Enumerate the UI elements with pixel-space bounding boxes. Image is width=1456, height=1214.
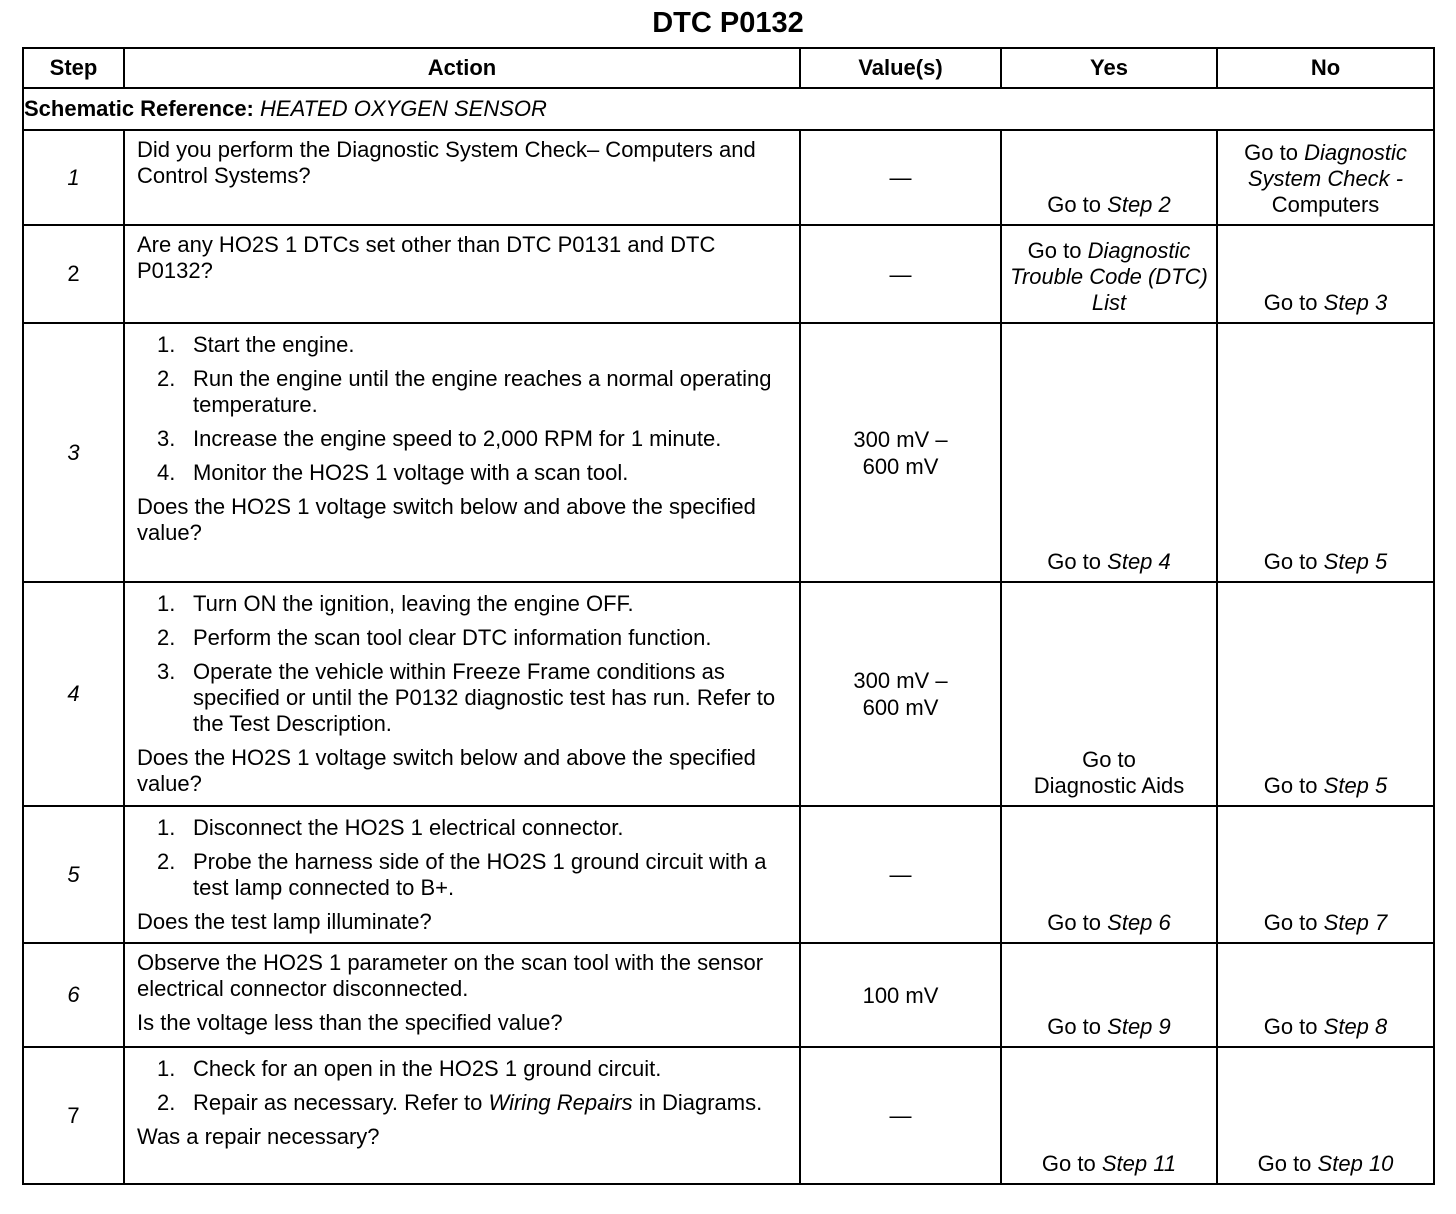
schematic-label: Schematic Reference: (24, 96, 254, 121)
action-question: Does the test lamp illuminate? (137, 909, 432, 934)
diagnostic-table (22, 47, 1435, 1185)
wiring-repairs-link[interactable]: Wiring Repairs (488, 1090, 633, 1115)
procedure-item: 2. Run the engine until the engine reaches a normal operating temperature. (157, 366, 772, 417)
procedure-item: 2. Probe the harness side of the HO2S 1 ground circuit with a test lamp connected to B+. (157, 849, 767, 900)
step-number: 1 (23, 130, 124, 225)
action-question: Is the voltage less than the specified value? (137, 1010, 563, 1035)
action-question: Does the HO2S 1 voltage switch below and above the specified value? (137, 745, 756, 796)
no-goto: Go to (1244, 140, 1298, 165)
header-values: Value(s) (800, 48, 1001, 88)
value-cell: 300 mV – 600 mV (800, 582, 1001, 806)
table-row-step-4 (23, 582, 1434, 806)
value-cell: — (800, 1047, 1001, 1184)
no-cell (1217, 225, 1434, 323)
procedure-list (137, 332, 785, 486)
yes-link-step-11[interactable]: Step 11 (1101, 1151, 1177, 1176)
action-statement: Observe the HO2S 1 parameter on the scan tool with the sensor electrical connector disconnected. (137, 950, 764, 1001)
no-cell (1217, 1047, 1434, 1184)
yes-link-step-4[interactable]: Step 4 (1107, 549, 1171, 574)
table-header-row (23, 48, 1434, 88)
table-row-step-5 (23, 806, 1434, 943)
value-cell: 100 mV (800, 943, 1001, 1047)
no-link-step-7[interactable]: Step 7 (1323, 910, 1388, 935)
header-no: No (1217, 48, 1434, 88)
procedure-list (137, 815, 785, 901)
action-cell (124, 582, 800, 806)
action-cell (124, 225, 800, 323)
no-link-diagnostic-system-check[interactable]: Diagnostic System Check - (1247, 140, 1407, 191)
yes-cell (1001, 225, 1217, 323)
procedure-item: 1. Turn ON the ignition, leaving the engine OFF. (157, 591, 634, 616)
no-goto: Go to (1263, 1014, 1318, 1039)
step-number: 6 (23, 943, 124, 1047)
no-goto: Go to (1263, 290, 1318, 315)
yes-goto: Go to (1047, 1014, 1102, 1039)
value-cell: 300 mV – 600 mV (800, 323, 1001, 582)
no-cell (1217, 323, 1434, 582)
yes-link-step-9[interactable]: Step 9 (1107, 1014, 1171, 1039)
yes-goto: Go to (1027, 238, 1082, 263)
yes-goto: Go to (1047, 549, 1102, 574)
action-question: Does the HO2S 1 voltage switch below and above the specified value? (137, 494, 756, 545)
no-goto: Go to (1263, 773, 1318, 798)
action-question: Did you perform the Diagnostic System Check– Computers and Control Systems? (137, 137, 756, 188)
action-question: Was a repair necessary? (137, 1124, 380, 1149)
schematic-value: HEATED OXYGEN SENSOR (260, 96, 547, 121)
yes-goto: Go to (1041, 1151, 1096, 1176)
no-link-step-5[interactable]: Step 5 (1323, 549, 1388, 574)
no-goto: Go to (1263, 549, 1318, 574)
no-link-step-10[interactable]: Step 10 (1317, 1151, 1394, 1176)
yes-link-dtc-list[interactable]: Diagnostic Trouble Code (DTC) List (1010, 238, 1208, 315)
step-number: 3 (23, 323, 124, 582)
yes-cell (1001, 582, 1217, 806)
header-yes: Yes (1001, 48, 1217, 88)
step-number: 2 (23, 225, 124, 323)
yes-goto: Go to (1047, 192, 1102, 217)
step-number: 5 (23, 806, 124, 943)
procedure-item: 3. Operate the vehicle within Freeze Frame conditions as specified or until the P0132 diagnostic test has run. Refer to the Test Description. (157, 659, 776, 736)
procedure-item: 1. Disconnect the HO2S 1 electrical connector. (157, 815, 624, 840)
table-row-step-6 (23, 943, 1434, 1047)
yes-goto: Go to (1082, 747, 1136, 772)
no-cell (1217, 130, 1434, 225)
no-link-step-5[interactable]: Step 5 (1323, 773, 1388, 798)
yes-cell (1001, 323, 1217, 582)
action-cell (124, 806, 800, 943)
value-cell: — (800, 806, 1001, 943)
yes-cell (1001, 130, 1217, 225)
action-cell (124, 130, 800, 225)
yes-cell (1001, 806, 1217, 943)
yes-link-step-6[interactable]: Step 6 (1107, 910, 1171, 935)
procedure-item: 1. Check for an open in the HO2S 1 ground circuit. (157, 1056, 662, 1081)
procedure-list (137, 591, 785, 737)
table-row-step-1 (23, 130, 1434, 225)
procedure-item: 4. Monitor the HO2S 1 voltage with a scan tool. (157, 460, 629, 485)
yes-cell (1001, 943, 1217, 1047)
table-row-step-3 (23, 323, 1434, 582)
yes-cell (1001, 1047, 1217, 1184)
no-link-step-8[interactable]: Step 8 (1323, 1014, 1388, 1039)
no-link-step-3[interactable]: Step 3 (1323, 290, 1388, 315)
table-row-step-2 (23, 225, 1434, 323)
procedure-item: 2. Repair as necessary. Refer to Wiring Repairs in Diagrams. (157, 1090, 763, 1115)
header-action: Action (124, 48, 800, 88)
no-goto: Go to (1263, 910, 1318, 935)
action-cell (124, 323, 800, 582)
procedure-item: 3. Increase the engine speed to 2,000 RPM for 1 minute. (157, 426, 722, 451)
procedure-list (137, 1056, 785, 1116)
yes-link-diagnostic-aids[interactable]: Diagnostic Aids (1033, 773, 1185, 798)
header-step: Step (23, 48, 124, 88)
step-number: 7 (23, 1047, 124, 1184)
table-row-step-7 (23, 1047, 1434, 1184)
value-cell: — (800, 225, 1001, 323)
schematic-reference-row (23, 88, 1434, 130)
no-link-suffix: Computers (1271, 192, 1380, 217)
page-title: DTC P0132 (652, 7, 804, 39)
action-question: Are any HO2S 1 DTCs set other than DTC P0131 and DTC P0132? (137, 232, 716, 283)
step-number: 4 (23, 582, 124, 806)
no-goto: Go to (1257, 1151, 1312, 1176)
no-cell (1217, 943, 1434, 1047)
action-cell (124, 1047, 800, 1184)
procedure-item: 1. Start the engine. (157, 332, 355, 357)
action-cell (124, 943, 800, 1047)
yes-goto: Go to (1047, 910, 1102, 935)
no-cell (1217, 806, 1434, 943)
procedure-item: 2. Perform the scan tool clear DTC information function. (157, 625, 712, 650)
no-cell (1217, 582, 1434, 806)
value-cell: — (800, 130, 1001, 225)
yes-link-step-2[interactable]: Step 2 (1107, 192, 1171, 217)
